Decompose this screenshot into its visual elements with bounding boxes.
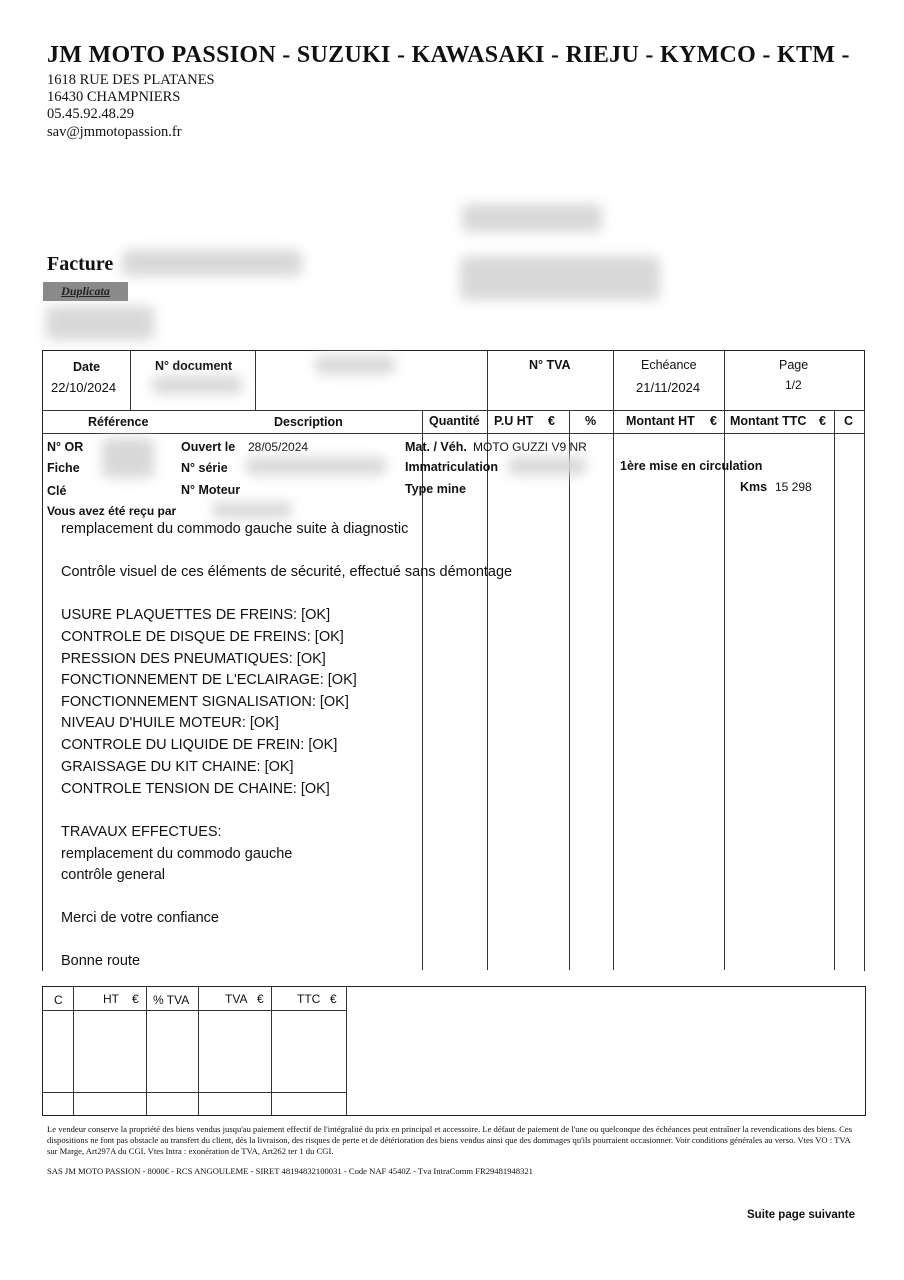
- next-page-notice: Suite page suivante: [747, 1209, 856, 1221]
- kms-value: 15 298: [775, 480, 812, 494]
- page-value: 1/2: [785, 378, 802, 392]
- due-date-label: Echéance: [641, 358, 697, 372]
- col-pu-ht: P.U HT: [494, 414, 534, 428]
- redacted-or-number: [102, 438, 154, 478]
- opened-date: 28/05/2024: [248, 440, 309, 454]
- col-percent: %: [585, 414, 597, 428]
- totals-col-pct-tva: % TVA: [153, 993, 190, 1007]
- redacted-customer-name: [462, 204, 602, 232]
- engine-number-label: N° Moteur: [181, 483, 241, 497]
- company-phone: 05.45.92.48.29: [47, 106, 134, 122]
- redacted-serial-number: [246, 457, 386, 475]
- type-mine-label: Type mine: [405, 482, 466, 496]
- body-line: Merci de votre confiance: [61, 910, 219, 926]
- due-date-value: 21/11/2024: [636, 380, 701, 395]
- body-line: remplacement du commodo gauche: [61, 846, 293, 862]
- tva-number-label: N° TVA: [529, 358, 571, 372]
- totals-col-tva: TVA: [225, 992, 248, 1006]
- body-line: TRAVAUX EFFECTUES:: [61, 824, 222, 840]
- col-montant-ttc: Montant TTC: [730, 414, 807, 428]
- page-label: Page: [779, 358, 809, 372]
- date-value: 22/10/2024: [51, 380, 117, 395]
- company-email: sav@jmmotopassion.fr: [47, 124, 182, 140]
- col-quantite: Quantité: [429, 414, 480, 428]
- invoice-title: Facture: [47, 253, 114, 275]
- body-line: FONCTIONNEMENT SIGNALISATION: [OK]: [61, 694, 349, 710]
- redacted-invoice-number: [122, 250, 302, 276]
- body-line: NIVEAU D'HUILE MOTEUR: [OK]: [61, 715, 279, 731]
- redacted-document-number: [152, 376, 242, 394]
- totals-col-ht-currency: €: [132, 992, 139, 1006]
- body-line: contrôle general: [61, 867, 165, 883]
- duplicata-stamp: Duplicata: [43, 282, 128, 301]
- body-line: USURE PLAQUETTES DE FREINS: [OK]: [61, 607, 331, 623]
- nor-label: N° OR: [47, 440, 84, 454]
- redacted-received-by: [212, 502, 292, 518]
- col-pu-ht-currency: €: [548, 414, 555, 428]
- serial-number-label: N° série: [181, 461, 228, 475]
- col-montant-ht-currency: €: [710, 414, 717, 428]
- company-address-line1: 1618 RUE DES PLATANES: [47, 72, 215, 88]
- col-montant-ttc-currency: €: [819, 414, 826, 428]
- col-montant-ht: Montant HT: [626, 414, 695, 428]
- vehicle-model-label: Mat. / Véh.: [405, 440, 467, 454]
- received-by-label: Vous avez été reçu par: [47, 504, 177, 518]
- document-number-label: N° document: [155, 359, 233, 373]
- totals-col-ht: HT: [103, 992, 119, 1006]
- body-line: CONTROLE DU LIQUIDE DE FREIN: [OK]: [61, 737, 338, 753]
- kms-label: Kms: [740, 480, 768, 494]
- date-label: Date: [73, 360, 101, 374]
- redacted-registration: [508, 457, 586, 475]
- opened-label: Ouvert le: [181, 440, 236, 454]
- col-description: Description: [274, 415, 343, 429]
- totals-col-ttc: TTC: [297, 992, 321, 1006]
- company-name: JM MOTO PASSION - SUZUKI - KAWASAKI - RIEJU - KYMCO - KTM -: [47, 42, 850, 68]
- vehicle-model: MOTO GUZZI V9 NR: [473, 440, 587, 454]
- redacted-customer-address: [460, 256, 660, 300]
- totals-col-ttc-currency: €: [330, 992, 337, 1006]
- body-line: CONTROLE DE DISQUE DE FREINS: [OK]: [61, 629, 344, 645]
- body-line: GRAISSAGE DU KIT CHAINE: [OK]: [61, 759, 294, 775]
- redacted-client-code: [46, 306, 154, 340]
- first-registration-label: 1ère mise en circulation: [620, 459, 763, 473]
- redacted-client-info: [315, 356, 395, 374]
- totals-col-c: C: [54, 993, 63, 1007]
- col-c: C: [844, 414, 854, 428]
- body-line: Bonne route: [61, 953, 141, 969]
- fiche-label: Fiche: [47, 461, 80, 475]
- registration-label: Immatriculation: [405, 460, 499, 474]
- company-legal-footer: SAS JM MOTO PASSION - 8000€ - RCS ANGOULEME - SIRET 48194832100031 - Code NAF 4540Z - Tva IntraComm FR29481948321: [47, 1166, 533, 1176]
- body-line: PRESSION DES PNEUMATIQUES: [OK]: [61, 651, 326, 667]
- body-line: CONTROLE TENSION DE CHAINE: [OK]: [61, 781, 330, 797]
- totals-col-tva-currency: €: [257, 992, 264, 1006]
- body-line: Contrôle visuel de ces éléments de sécurité, effectué sans démontage: [61, 564, 513, 580]
- legal-notice: Le vendeur conserve la propriété des biens vendus jusqu'au paiement effectif de l'intégralité du prix en principal et accessoire. Le défaut de paiement de l'une ou quelconque des échéances peut entraîner la revendications des biens. Ces dispositions ne font pas obstacle au transfert du client, dès la livraison, des risques de perte et de détérioration des biens vendus ainsi que des dommages qu'ils pourraient occasionner. Voir conditions générales au verso. Vtes VO : TVA sur Marge, Art297A du CGI. Vtes Intra : exonération de TVA, Art262 ter 1 du CGI.: [47, 1124, 853, 1156]
- company-address-line2: 16430 CHAMPNIERS: [47, 89, 181, 105]
- key-label: Clé: [47, 484, 67, 498]
- body-line: FONCTIONNEMENT DE L'ECLAIRAGE: [OK]: [61, 672, 357, 688]
- col-reference: Référence: [88, 415, 149, 429]
- body-line: remplacement du commodo gauche suite à diagnostic: [61, 521, 409, 537]
